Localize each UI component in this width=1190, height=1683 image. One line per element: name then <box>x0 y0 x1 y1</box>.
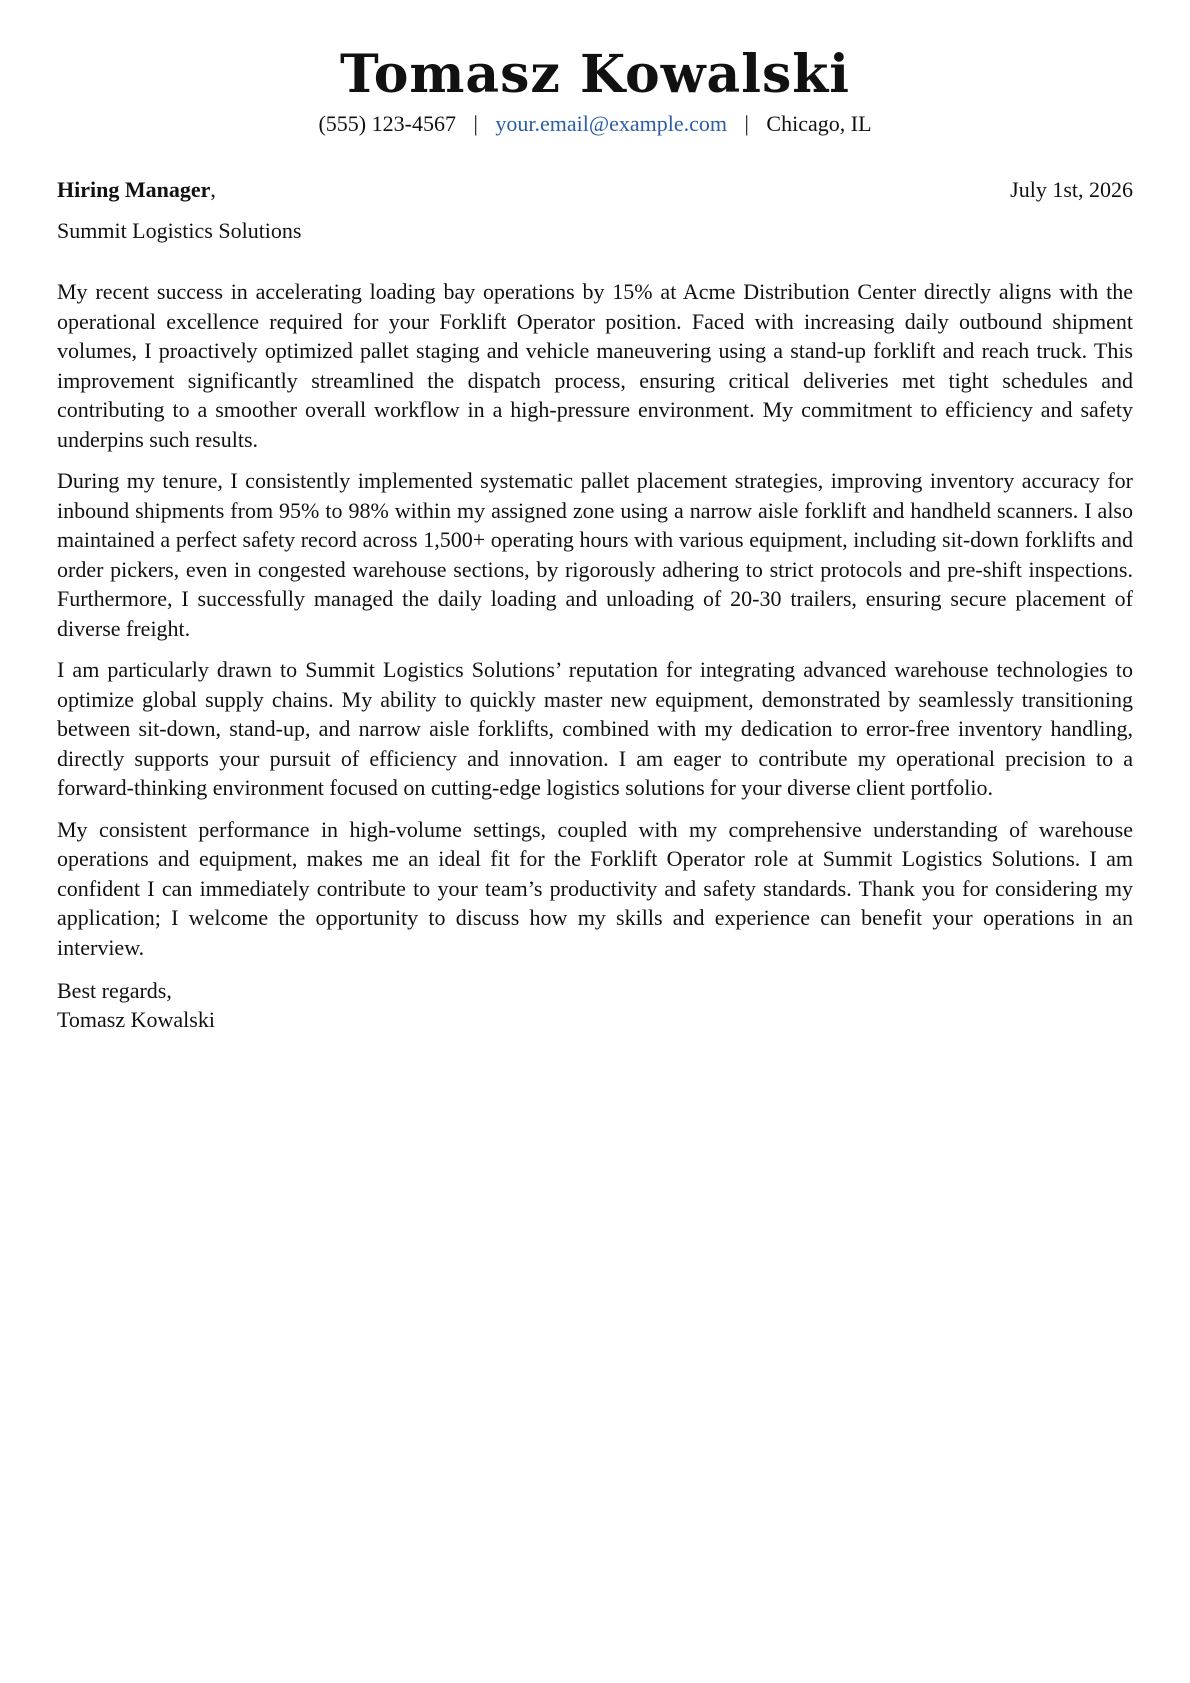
letter-header <box>57 0 1133 138</box>
recipient <box>57 176 216 204</box>
letter-body <box>57 277 1133 962</box>
location: Chicago, IL <box>766 111 872 136</box>
recipient-company: Summit Logistics Solutions <box>57 218 302 243</box>
body-paragraph: During my tenure, I consistently implemented systematic pallet placement strategies, improving inventory accuracy for inbound shipments from 95% to 98% within my assigned zone using a narrow aisle forklift and handheld scanners. I also maintained a perfect safety record across 1,500+ operating hours with various equipment, including sit-down forklifts and order pickers, even in congested warehouse sections, by rigorously adhering to strict protocols and pre-shift inspections. Furthermore, I successfully managed the daily loading and unloading of 20-30 trailers, ensuring secure placement of diverse freight. <box>57 468 1133 641</box>
recipient-suffix: , <box>210 177 216 202</box>
email-link[interactable]: your.email@example.com <box>495 111 728 136</box>
body-paragraph: My recent success in accelerating loading bay operations by 15% at Acme Distribution Center directly aligns with the operational excellence required for your Forklift Operator position. Faced with increasing daily outbound shipment volumes, I proactively optimized pallet staging and vehicle maneuvering using a stand-up forklift and reach truck. This improvement significantly streamlined the dispatch process, ensuring critical deliveries met tight schedules and contributing to a smoother overall workflow in a high-pressure environment. My commitment to efficiency and safety underpins such results. <box>57 279 1133 452</box>
body-paragraph: My consistent performance in high-volume settings, coupled with my comprehensive understanding of warehouse operations and equipment, makes me an ideal fit for the Forklift Operator role at Summit Logistics Solutions. I am confident I can immediately contribute to your team’s productivity and safety standards. Thank you for considering my application; I welcome the opportunity to discuss how my skills and experience can benefit your operations in an interview. <box>57 816 1133 960</box>
phone-number: (555) 123-4567 <box>318 111 456 136</box>
body-paragraph: I am particularly drawn to Summit Logistics Solutions’ reputation for integrating advanced warehouse technologies to optimize global supply chains. My ability to quickly master new equipment, demonstrated by seamlessly transitioning between sit-down, stand-up, and narrow aisle forklifts, combined with my dedication to error-free inventory handling, directly supports your pursuit of efficiency and innovation. I am eager to contribute my operational precision to a forward-thinking environment focused on cutting-edge logistics solutions for your diverse client portfolio. <box>57 657 1133 800</box>
closing-phrase: Best regards, <box>57 978 172 1003</box>
applicant-name: Tomasz Kowalski <box>339 44 851 105</box>
recipient-date-row <box>57 176 1133 204</box>
signature-name: Tomasz Kowalski <box>57 1007 215 1032</box>
letter-date: July 1st, 2026 <box>1010 177 1133 202</box>
recipient-name: Hiring Manager <box>57 177 211 202</box>
contact-line <box>57 110 1133 138</box>
contact-separator: | <box>744 111 749 136</box>
letter-closing <box>57 976 1133 1034</box>
contact-separator: | <box>473 111 478 136</box>
